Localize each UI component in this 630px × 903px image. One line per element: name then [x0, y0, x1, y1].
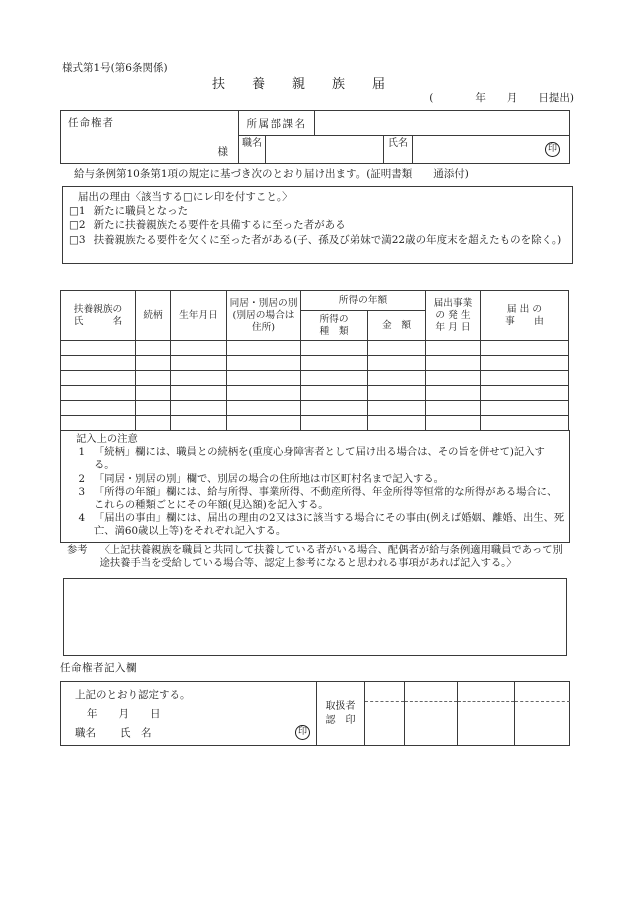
- reason-item-2: [69, 218, 572, 232]
- dependents-empty-cell[interactable]: [481, 401, 569, 416]
- department-row: [239, 111, 569, 136]
- reason-checkbox-3[interactable]: □3: [69, 233, 86, 246]
- handler-label-line: 認 印: [325, 714, 356, 726]
- dependents-empty-cell[interactable]: [136, 386, 171, 401]
- col-header-income-type: [301, 311, 368, 341]
- dependents-empty-cell[interactable]: [227, 356, 301, 371]
- dependents-empty-cell[interactable]: [301, 341, 368, 356]
- dependents-empty-cell[interactable]: [171, 371, 227, 386]
- reason-checkbox-2[interactable]: □2: [69, 219, 86, 232]
- note-item-4: [67, 512, 565, 538]
- header-line: 届 出 の: [506, 303, 543, 315]
- handler-stamp-cell[interactable]: [457, 682, 514, 745]
- reference-text: 〈上記扶養親族を職員と共同して扶養している者がいる場合、配偶者が給与条例適用職員であって別途扶養手当を受給している場合等、認定上参考になると思われる事項があれば記入する。〉: [99, 544, 563, 570]
- header-line: 種 類: [319, 325, 349, 337]
- header-line: 氏 名: [73, 315, 123, 327]
- note-item-3: [67, 486, 565, 512]
- note-item-1: [67, 446, 565, 472]
- reason-checkbox-1[interactable]: □1: [69, 205, 86, 218]
- dependents-empty-cell[interactable]: [61, 401, 136, 416]
- reason-text-3: 扶養親族たる要件を欠くに至った者がある(子、孫及び弟妹で満22歳の年度末を超えたものを除く。): [93, 233, 562, 246]
- dependents-empty-cell[interactable]: [426, 416, 481, 431]
- appointer-entry-label: 任命権者記入欄: [60, 662, 137, 674]
- header-line: 住所): [251, 321, 276, 333]
- department-input[interactable]: [315, 111, 569, 135]
- dependents-empty-cell[interactable]: [426, 341, 481, 356]
- note-text: 「同居・別居の別」欄で、別居の場合の住所地は市区町村名まで記入する。: [94, 472, 444, 485]
- dependents-empty-cell[interactable]: [481, 416, 569, 431]
- col-header-income-amount: [368, 311, 426, 341]
- header-line: 届出事業: [433, 297, 473, 309]
- dependents-empty-cell[interactable]: [136, 401, 171, 416]
- job-title-input[interactable]: [266, 136, 384, 163]
- notes-heading: 記入上の注意: [76, 433, 138, 445]
- dependents-empty-cell[interactable]: [301, 401, 368, 416]
- stamp-dashed-line: [365, 682, 404, 702]
- certify-name-label: 氏 名: [120, 727, 152, 739]
- note-number: 3: [78, 485, 85, 498]
- reason-text-1: 新たに職員となった: [93, 205, 189, 218]
- dependents-empty-cell[interactable]: [368, 416, 426, 431]
- dependents-empty-row: [61, 356, 569, 371]
- dependents-empty-cell[interactable]: [61, 386, 136, 401]
- header-line: 扶養親族の: [73, 303, 123, 315]
- name-input[interactable]: [413, 136, 569, 163]
- dependents-empty-cell[interactable]: [481, 341, 569, 356]
- reference-entry-box[interactable]: [63, 578, 567, 656]
- dependents-empty-cell[interactable]: [301, 371, 368, 386]
- reference-note: [60, 544, 568, 570]
- dependents-empty-cell[interactable]: [301, 356, 368, 371]
- header-line: の 発 生: [435, 309, 471, 321]
- handler-stamp-cell[interactable]: [404, 682, 457, 745]
- dependents-empty-row: [61, 416, 569, 431]
- note-text: 「所得の年額」欄には、給与所得、事業所得、不動産所得、年金所得等恒常的な所得がある場合に、これらの種類ごとにその年額(見込額)を記入する。: [94, 485, 558, 512]
- stamp-dashed-line: [458, 682, 514, 702]
- dependents-empty-cell[interactable]: [227, 416, 301, 431]
- notes-box: [60, 430, 570, 543]
- dependents-empty-cell[interactable]: [136, 341, 171, 356]
- dependents-empty-cell[interactable]: [171, 416, 227, 431]
- dependents-empty-cell[interactable]: [171, 401, 227, 416]
- dependents-empty-cell[interactable]: [301, 416, 368, 431]
- col-header-relation: [136, 291, 171, 341]
- note-number: 2: [78, 472, 85, 485]
- reason-box: [62, 186, 573, 264]
- dependents-empty-cell[interactable]: [368, 371, 426, 386]
- dependents-empty-cell[interactable]: [481, 371, 569, 386]
- dependents-empty-cell[interactable]: [227, 371, 301, 386]
- header-line: 続柄: [143, 309, 163, 321]
- header-line: (別居の場合は: [232, 309, 295, 321]
- form-title: 扶 養 親 族 届: [212, 77, 393, 92]
- dependents-empty-cell[interactable]: [61, 356, 136, 371]
- dependents-empty-cell[interactable]: [136, 371, 171, 386]
- dependents-empty-cell[interactable]: [171, 386, 227, 401]
- honorific-label: 様: [217, 146, 228, 158]
- dependents-empty-cell[interactable]: [227, 386, 301, 401]
- header-line: 所得の: [319, 313, 349, 325]
- dependents-empty-cell[interactable]: [368, 386, 426, 401]
- reason-item-3: [69, 233, 572, 247]
- seal-mark: 印: [545, 142, 560, 157]
- name-label: 氏名: [384, 136, 413, 163]
- handler-label-line: 取扱者: [325, 700, 356, 712]
- addressee-right-section: [239, 111, 569, 163]
- col-header-name: [61, 291, 136, 341]
- dependents-empty-row: [61, 386, 569, 401]
- reference-label: 参考: [67, 544, 88, 556]
- reason-heading: 届出の理由〈該当する□にレ印を付すこと。〉: [78, 191, 293, 203]
- dependents-empty-cell[interactable]: [368, 401, 426, 416]
- stamp-dashed-line: [515, 682, 570, 702]
- col-header-birthdate: [171, 291, 227, 341]
- job-title-label: 職名: [239, 136, 266, 163]
- jobtitle-name-row: [239, 136, 569, 163]
- col-header-cause: [481, 291, 569, 341]
- dependents-empty-cell[interactable]: [61, 341, 136, 356]
- form-number: 様式第1号(第6条関係): [62, 62, 168, 74]
- dependents-empty-cell[interactable]: [426, 401, 481, 416]
- dependents-table-body: [61, 341, 569, 431]
- header-line: 所得の年額: [338, 294, 388, 306]
- certify-signature-line: [75, 725, 314, 740]
- dependents-empty-cell[interactable]: [426, 356, 481, 371]
- note-text: 「続柄」欄には、職員との続柄を(重度心身障害者として届け出る場合は、その旨を併せて)記入する。: [94, 446, 545, 472]
- reason-item-1: [69, 204, 572, 218]
- dependents-empty-cell[interactable]: [368, 341, 426, 356]
- department-label: 所属部課名: [239, 111, 315, 135]
- note-text: 「届出の事由」欄には、届出の理由の2又は3に該当する場合にその事由(例えば婚姻、離婚、出生、死亡、満60歳以上等)をそれぞれ記入する。: [94, 512, 565, 538]
- dependents-empty-cell[interactable]: [368, 356, 426, 371]
- handler-stamp-cells: [364, 682, 570, 745]
- certify-statement: 上記のとおり認定する。: [75, 689, 191, 701]
- note-item-2: [67, 473, 565, 486]
- dependents-empty-cell[interactable]: [171, 341, 227, 356]
- handler-stamp-cell[interactable]: [514, 682, 570, 745]
- col-header-event-date: [426, 291, 481, 341]
- dependents-empty-cell[interactable]: [481, 356, 569, 371]
- header-line: 事 由: [505, 315, 544, 327]
- dependents-empty-cell[interactable]: [227, 341, 301, 356]
- dependents-empty-row: [61, 341, 569, 356]
- dependents-empty-cell[interactable]: [136, 416, 171, 431]
- col-header-residence: [227, 291, 301, 341]
- certify-date-line: 年 月 日: [87, 708, 161, 720]
- certify-seal-mark: 印: [295, 725, 310, 740]
- note-number: 1: [78, 446, 85, 459]
- dependents-table: [60, 290, 569, 431]
- dependents-empty-row: [61, 401, 569, 416]
- dependents-empty-cell[interactable]: [61, 416, 136, 431]
- reason-text-2: 新たに扶養親族たる要件を具備するに至った者がある: [93, 219, 346, 232]
- appointer-cell: [61, 111, 239, 163]
- certify-table: [60, 681, 570, 746]
- addressee-table: [60, 110, 570, 164]
- appointer-label: 任命権者: [68, 117, 114, 129]
- dependents-empty-cell[interactable]: [301, 386, 368, 401]
- dependents-empty-cell[interactable]: [481, 386, 569, 401]
- dependents-empty-cell[interactable]: [227, 401, 301, 416]
- header-line: 同居・別居の別: [229, 297, 298, 309]
- certify-job-title-label: 職名: [75, 727, 96, 739]
- handler-stamp-cell[interactable]: [364, 682, 404, 745]
- header-line: 生年月日: [179, 309, 218, 321]
- submit-date-line: ( 年 月 日提出): [429, 92, 574, 104]
- dependents-empty-cell[interactable]: [136, 356, 171, 371]
- dependents-empty-cell[interactable]: [426, 386, 481, 401]
- dependents-empty-cell[interactable]: [61, 371, 136, 386]
- dependents-empty-row: [61, 371, 569, 386]
- header-line: 年 月 日: [435, 321, 471, 333]
- stamp-dashed-line: [405, 682, 457, 702]
- certify-statement-cell: [61, 682, 316, 745]
- note-number: 4: [78, 512, 85, 525]
- declaration-line: 給与条例第10条第1項の規定に基づき次のとおり届け出ます。(証明書類 通添付): [74, 168, 469, 180]
- header-line: 金 額: [381, 319, 412, 331]
- col-header-income-group: [301, 291, 426, 311]
- handler-seal-label-cell: [316, 682, 364, 745]
- dependents-empty-cell[interactable]: [426, 371, 481, 386]
- dependents-empty-cell[interactable]: [171, 356, 227, 371]
